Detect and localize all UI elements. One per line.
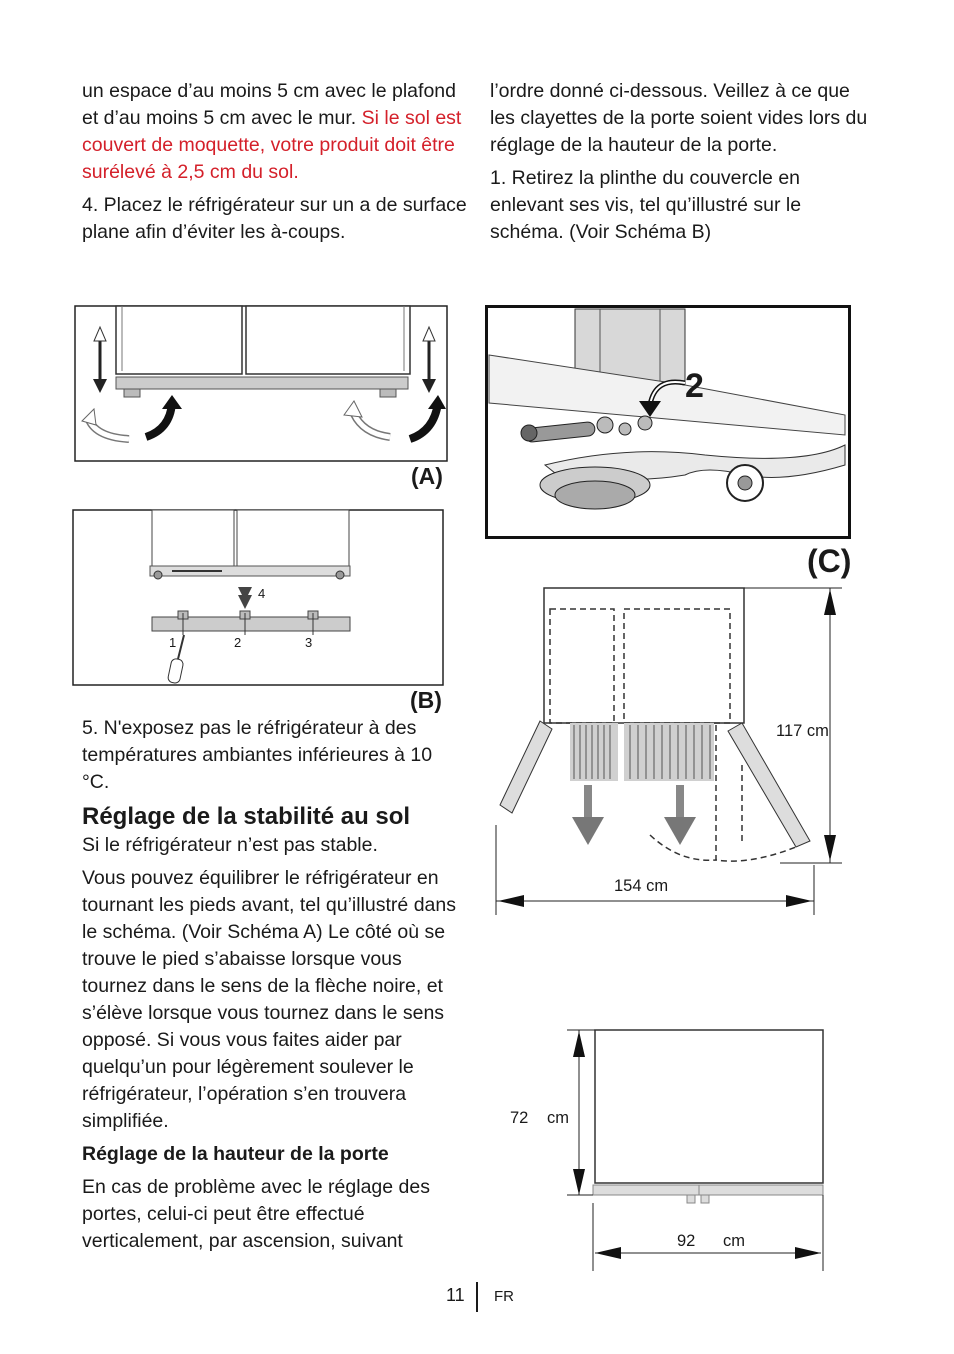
figure-b-num-2: 2 <box>234 635 242 650</box>
figure-b-num-3: 3 <box>305 635 313 650</box>
left-top-text <box>82 78 467 252</box>
front-view-drawing <box>565 1025 827 1275</box>
figure-c <box>485 305 852 579</box>
page-number: 11 <box>446 1285 465 1305</box>
figure-b-num-1: 1 <box>169 635 177 650</box>
section-title-stability: Réglage de la stabilité au sol <box>82 803 411 830</box>
spacing-text: un espace d’au moins 5 cm avec le plafond et d’au moins 5 cm avec le mur. <box>82 80 456 129</box>
dim-depth-label: 117 cm <box>776 722 829 740</box>
paragraph-step-1: 1. Retirez la plinthe du couvercle en enlevant ses vis, tel qu’illustré sur le schéma. (Voir Schéma B) <box>490 167 802 243</box>
left-bottom-text <box>82 715 464 1261</box>
subhead-door-height: Réglage de la hauteur de la porte <box>82 1143 389 1165</box>
front-view-diagram <box>510 1025 827 1275</box>
paragraph-levelling: Vous pouvez équilibrer le réfrigérateur en tournant les pieds avant, tel qu’illustré dans le schéma. (Voir Schéma A) Le côté où se trouve le pied s’abaisse lorsque vous tournez dans le sens de la flèche noire, et s’élève lorsque vous tournez dans le sens opposé. Si vous vous faites aider par quelqu’un pour légèrement soulever le réfrigérateur, l’opération s’en trouvera simplifiée. <box>82 867 456 1132</box>
figure-b-label: (B) <box>410 687 442 713</box>
dim-height-value: 72 <box>510 1109 529 1127</box>
figure-a <box>74 305 448 489</box>
paragraph-spacing <box>82 78 467 186</box>
figure-c-label: (C) <box>807 543 852 579</box>
figure-b-num-4: 4 <box>258 586 266 601</box>
dim-width-value: 92 <box>677 1232 696 1250</box>
paragraph-door-adjust: En cas de problème avec le réglage des portes, celui-ci peut être effectué verticalement, par ascension, suivant <box>82 1176 430 1252</box>
paragraph-step-4: 4. Placez le réfrigérateur sur un a de surface plane afin d’éviter les à-coups. <box>82 194 467 243</box>
paragraph-not-stable: Si le réfrigérateur n’est pas stable. <box>82 834 378 856</box>
dim-width-unit: cm <box>723 1232 745 1250</box>
language-code: FR <box>494 1288 514 1305</box>
top-view-diagram <box>490 585 850 920</box>
figure-a-label: (A) <box>411 463 443 489</box>
paragraph-step-5: 5. N'exposez pas le réfrigérateur à des températures ambiantes inférieures à 10 °C. <box>82 717 433 793</box>
footer-separator <box>476 1282 478 1312</box>
dim-width-open-label: 154 cm <box>614 877 669 895</box>
figure-b <box>72 509 444 713</box>
figure-a-drawing <box>74 305 448 463</box>
dim-height-unit: cm <box>547 1109 569 1127</box>
paragraph-order: l’ordre donné ci-dessous. Veillez à ce que les clayettes de la porte soient vides lors du réglage de la hauteur de la porte. <box>490 80 868 156</box>
top-view-drawing <box>490 585 850 920</box>
carpet-warning: Si le sol est couvert de moquette, votre produit doit être surélevé à 2,5 cm du sol. <box>82 107 462 183</box>
figure-c-drawing <box>485 305 851 539</box>
figure-c-step: 2 <box>685 367 704 405</box>
right-top-text <box>490 78 875 252</box>
